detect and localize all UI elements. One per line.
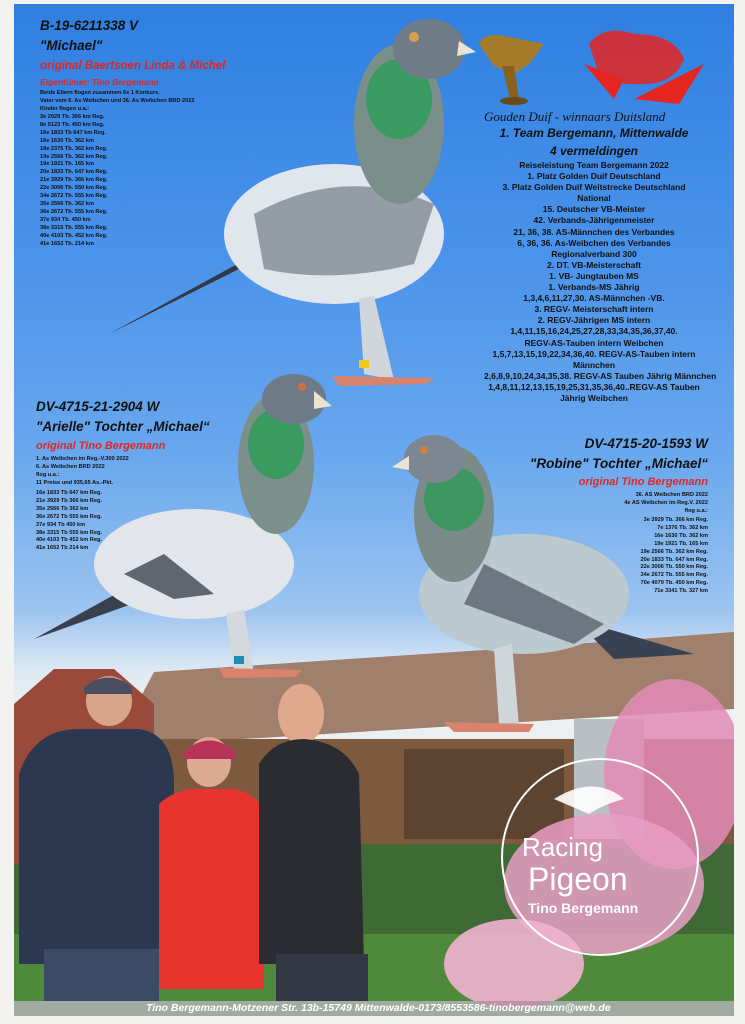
robine-result: 7e 1376 Tb. 362 km [657,524,708,531]
robine-name: "Robine" Tochter „Michael“ [529,456,708,471]
robine-ring: DV-4715-20-1593 W [584,436,708,451]
robine-notes [624,492,708,516]
michael-kids-list [40,114,107,248]
robine-note: 36. AS Weibchen BRD 2022 [635,492,708,498]
arielle-result: 40e 4103 Tb 452 km Reg. [36,537,102,544]
arielle-ring: DV-4715-21-2904 W [36,399,160,414]
kid-result: 37e 934 Tb. 450 km [40,216,91,223]
robine-note: 4e AS Weibchen im Reg.V. 2022 [624,499,708,506]
kid-result: 8e 5123 Tb. 450 km Reg. [40,121,105,128]
arielle-origin: original Tino Bergemann [36,440,166,452]
robine-result: 34e 2672 Tb. 555 km Reg. [640,572,708,579]
achievement: Regionalverband 300 [551,248,637,259]
robine-result: 71e 3341 Tb. 327 km [654,588,708,595]
kid-result: 16e 1630 Tb. 362 km [40,137,94,144]
kid-result: 38e 3315 Tb. 555 km Reg. [40,224,108,231]
kid-result: 16e 1833 Tb 647 km Reg. [40,129,106,136]
club-title: Gouden Duif - winnaars Duitsland [484,109,666,124]
pigeon-michael [109,19,476,386]
arielle-result: 36e 2672 Tb 555 km Reg. [36,513,102,520]
achievement: Reiseleistung Team Bergemann 2022 [519,160,669,170]
kid-result: 41e 1652 Tb. 214 km [40,240,94,247]
achievement: REGV-AS-Tauben intern Weibchen [524,337,664,348]
arielle-result: 16e 1833 Tb 647 km Reg. [36,490,102,496]
achievement: 1,4,8,11,12,13,15,19,25,31,35,36,40..REGV-AS Tauben [488,381,700,392]
robine-result: 20e 1833 Tb. 647 km Reg. [640,556,708,563]
robine-results [641,517,708,596]
achievement: 2. DT. VB-Meisterschaft [547,259,641,270]
arielle-name: "Arielle" Tochter „Michael“ [36,419,210,434]
logo-owner: Tino Bergemann [528,900,639,916]
arielle-note: 11 Preise und 935,65 As.-Pkt. [36,479,113,486]
robine-origin: original Tino Bergemann [578,476,708,488]
achievement: 1,5,7,13,15,19,22,34,36,40. REGV-AS-Tauben intern [492,348,696,359]
arielle-result: 37e 934 Tb 450 km [36,521,86,528]
flyer [14,4,734,1016]
achievement: 2. REGV-Jährigen MS intern [537,315,651,326]
kid-result: 34e 2672 Tb. 555 km Reg. [40,193,108,200]
achievement: 1,4,11,15,16,24,25,27,28,33,34,35,36,37,40. [510,326,678,337]
kid-result: 36e 2672 Tb. 555 km Reg. [40,208,108,215]
robine-result: 3e 3929 Tb. 366 km Reg. [643,517,708,523]
robine-result: 22e 3006 Tb. 550 km Reg. [640,564,708,571]
michael-notes [40,90,195,114]
achievement: 42. Verbands-Jährigenmeister [533,215,655,226]
kid-result: 22e 3006 Tb. 550 km Reg. [40,185,108,192]
michael-note: Vater vom 6. As Weibchen und 36. As Weibchen BRD 2022 [40,97,195,104]
achievement: 3. REGV- Meisterschaft intern [534,304,654,315]
kid-result: 18e 2375 Tb. 362 km Reg. [40,145,108,152]
michael-owner: Eigentümer: Tino Bergemann [40,77,159,87]
achievement: 1. VB- Jungtauben MS [549,270,639,281]
kid-result: 35e 2566 Tb. 362 km [40,200,94,207]
house-window [404,749,564,839]
kid-result: 20e 1833 Tb. 647 km Reg. [40,169,108,176]
flower-bush [444,919,584,1009]
bird-emblem-icon [584,31,704,104]
kid-result: 3e 2929 Tb. 366 km Reg. [40,114,105,120]
michael-name: "Michael" [40,38,103,53]
robine-result: 19e 1921 Tb. 165 km [654,540,708,547]
michael-origin: original Baertsoen Linda & Michel [40,60,226,72]
kid-result: 19e 1921 Tb. 165 km [40,161,94,168]
arielle-note: 6. As Weibchen BRD 2022 [36,463,105,470]
kid-result: 40e 4103 Tb. 452 km Reg. [40,232,108,239]
achievement: Männchen [572,359,616,370]
michael-ring: B-19-6211338 V [40,18,139,33]
achievement: 6, 36, 36. As-Weibchen des Verbandes [517,237,671,248]
trophy-icon [479,35,544,105]
arielle-result: 38e 3315 Tb 555 km Reg. [36,529,102,536]
club-achievements [484,160,717,404]
robine-result: 19e 2566 Tb. 362 km Reg. [640,548,708,555]
arielle-result: 21e 3929 Tb 366 km Reg. [36,497,102,504]
arielle-result: 35e 2566 Tb 362 km [36,505,89,512]
michael-note: Kinder flogen u.a.: [40,105,90,112]
achievement: 3. Platz Golden Duif Weitstrecke Deutschland [502,182,686,193]
logo-racing: Racing [522,832,603,862]
club-team: 1. Team Bergemann, Mittenwalde [499,126,689,140]
achievement: 1. Platz Golden Duif Deutschland [527,171,661,182]
achievement: 1,3,4,6,11,27,30. AS-Männchen -VB. [523,293,665,304]
kid-result: 19e 2566 Tb. 362 km Reg. [40,153,108,160]
arielle-result: 41e 1652 Tb 214 km [36,545,89,552]
robine-result: 16e 1630 Tb. 362 km [654,532,708,539]
club-count: 4 vermeldingen [549,144,639,158]
achievement: 21, 36, 38. AS-Männchen des Verbandes [513,226,675,237]
achievement: National [577,193,611,204]
michael-note: Beide Eltern flogen zusammen 6x 1 Konkurs. [40,90,160,96]
achievement: 15. Deutscher VB-Meister [542,204,646,215]
robine-note: flog u.a.: [684,507,708,514]
arielle-notes [36,456,129,488]
arielle-note: 1. As Weibchen im Reg.-V.300 2022 [36,456,129,462]
footer-contact: Tino Bergemann-Motzener Str. 13b-15749 Mittenwalde-0173/8553586-tinobergemann@web.de [146,1002,611,1014]
achievement: Jährig Weibchen [560,392,628,403]
kid-result: 21e 3929 Tb. 366 km Reg. [40,177,108,184]
arielle-note: flog u.a.: [36,471,60,478]
robine-result: 70e 4079 Tb. 450 km Reg. [640,580,708,587]
arielle-results [36,490,102,553]
achievement: 2,6,8,9,10,24,34,35,38. REGV-AS Tauben Jährig Männchen [484,370,717,381]
achievement: 1. Verbands-MS Jährig [548,282,640,293]
logo-pigeon: Pigeon [528,861,628,897]
